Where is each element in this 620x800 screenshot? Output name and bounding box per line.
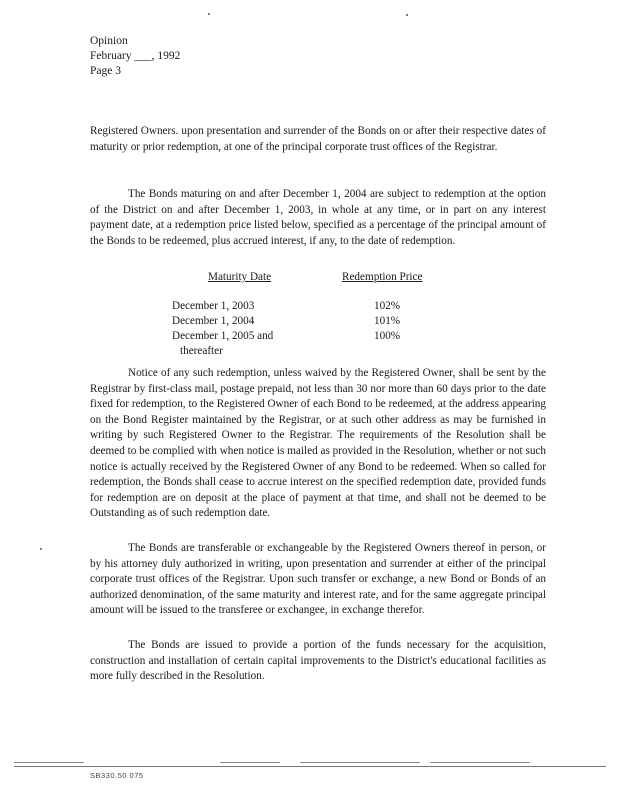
paragraph-transferable: The Bonds are transferable or exchangeable by the Registered Owners thereof in person, or by his attorney duly authorized in writing, upon presentation and surrender at either of the principal corporate trust offices of the Registrar. Upon such transfer or exchange, a new Bond or Bonds of an authorized denomination, of the same maturity and interest rate, and for the same aggregate principal amount will be issued to the transferee or exchangee, in exchange therefor. bbox=[90, 542, 546, 617]
redemption-price-cell: 102% bbox=[374, 300, 401, 312]
scan-speck bbox=[406, 14, 408, 16]
header-page-number: Page 3 bbox=[90, 65, 121, 77]
maturity-date-cell: December 1, 2004 bbox=[172, 315, 255, 327]
redemption-price-cell: 100% bbox=[374, 330, 401, 342]
footer-rule bbox=[300, 762, 420, 763]
maturity-date-cell: December 1, 2005 and bbox=[172, 330, 274, 342]
paragraph-purpose: The Bonds are issued to provide a portion of the funds necessary for the acquisition, construction and installation of certain capital improvements to the District's educational facilities as more fully described in the Resolution. bbox=[90, 639, 546, 683]
table-header-maturity-date: Maturity Date bbox=[208, 271, 272, 283]
maturity-date-cell: December 1, 2003 bbox=[172, 300, 255, 312]
footer-line bbox=[14, 766, 606, 767]
maturity-date-continuation: thereafter bbox=[180, 345, 223, 357]
scan-speck bbox=[208, 13, 210, 15]
paragraph-redemption-option: The Bonds maturing on and after December 1, 2004 are subject to redemption at the option of the District on and after December 1, 2003, in whole at any time, or in part on any interest payment date, at a redemption price listed below, specified as a percentage of the principal amount of the Bonds to be redeemed, plus accrued interest, if any, to the date of redemption. bbox=[90, 188, 546, 247]
header-opinion: Opinion bbox=[90, 35, 128, 47]
footer-rule bbox=[430, 762, 530, 763]
header-date: February ___, 1992 bbox=[90, 50, 181, 62]
footer-document-code: SB330.50 075 bbox=[90, 771, 144, 780]
scan-speck bbox=[40, 548, 42, 550]
footer-rule bbox=[14, 762, 84, 763]
redemption-price-cell: 101% bbox=[374, 315, 401, 327]
paragraph-notice-of-redemption: Notice of any such redemption, unless waived by the Registered Owner, shall be sent by the Registrar by first-class mail, postage prepaid, not less than 30 nor more than 60 days prior to the date fixed for redemption, to the Registered Owner of each Bond to be redeemed, at the address appearing on the Bond Register maintained by the Registrar, or at such other address as may be furnished in writing by such Registered Owner to the Registrar. The requirements of the Resolution shall be deemed to be complied with when notice is mailed as provided in the Resolution, whether or not such notice is actually received by the Registered Owner of any Bond to be redeemed. When so called for redemption, the Bonds shall cease to accrue interest on the specified redemption date, provided funds for redemption are on deposit at the place of payment at that time, and shall not be deemed to be Outstanding as of such redemption date. bbox=[90, 367, 546, 520]
footer-rule bbox=[220, 762, 280, 763]
paragraph-registered-owners: Registered Owners. upon presentation and surrender of the Bonds on or after their respective dates of maturity or prior redemption, at one of the principal corporate trust offices of the Registrar. bbox=[90, 125, 546, 153]
table-header-redemption-price: Redemption Price bbox=[342, 271, 423, 283]
page-header bbox=[90, 34, 180, 79]
